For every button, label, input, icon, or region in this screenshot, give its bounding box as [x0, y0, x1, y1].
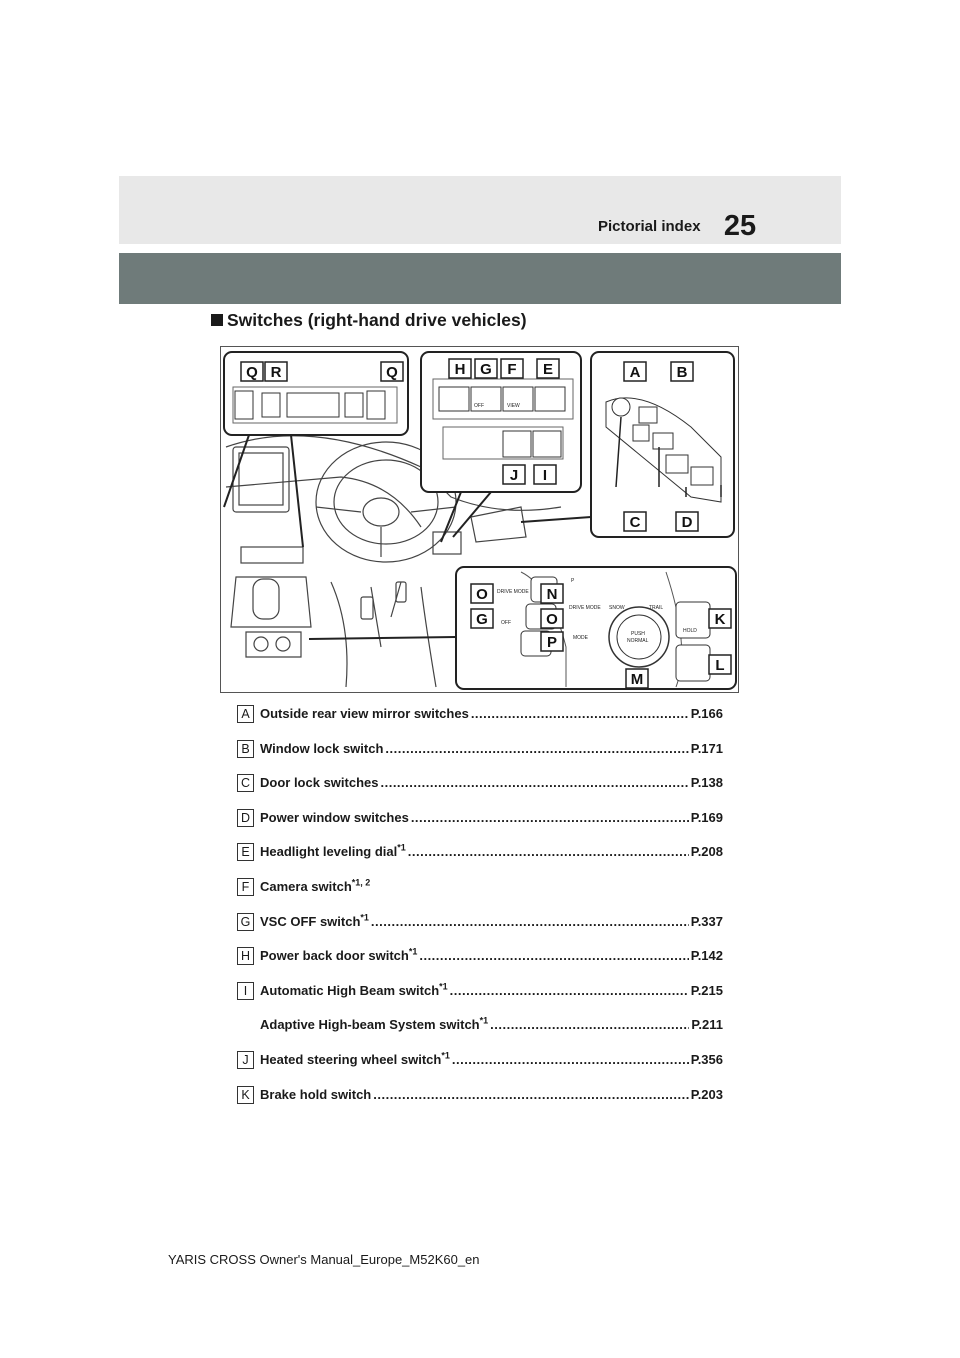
callout-letter: J [509, 467, 519, 484]
park-text: P [571, 578, 575, 584]
item-letter-badge: G [237, 913, 254, 931]
drive-mode-text-1: DRIVE MODE [497, 589, 529, 595]
leader-dots [452, 1052, 689, 1067]
callout-g [475, 359, 497, 378]
item-page-ref[interactable]: P.215 [690, 982, 723, 998]
item-label: Power back door switch [260, 948, 409, 964]
item-page-ref[interactable]: P.142 [690, 948, 723, 964]
callout-letter: O [546, 611, 558, 628]
section-title: Pictorial index [598, 218, 701, 235]
item-page-ref[interactable]: P.166 [690, 706, 723, 721]
callout-letter: L [715, 657, 725, 674]
item-letter-badge: H [237, 947, 254, 965]
off-text-2: OFF [501, 620, 511, 626]
callout-letter: C [629, 514, 641, 531]
list-item [237, 982, 723, 1017]
list-item [237, 878, 723, 913]
callout-letter: G [480, 361, 492, 378]
item-footnote: *1 [441, 1050, 450, 1061]
trail-text: TRAIL [649, 605, 664, 611]
callout-letter: R [270, 364, 282, 381]
callout-l [709, 655, 731, 674]
list-item [237, 809, 723, 844]
square-bullet-icon [211, 314, 223, 326]
item-letter-badge: K [237, 1086, 254, 1104]
item-label: Headlight leveling dial [260, 844, 398, 860]
callout-k [709, 609, 731, 628]
item-letter-badge: C [237, 774, 254, 792]
item-page-ref[interactable]: P.208 [690, 844, 723, 860]
list-item [237, 913, 723, 948]
item-label: Window lock switch [260, 740, 384, 756]
push-text: PUSH [631, 631, 645, 637]
callout-m [626, 669, 648, 688]
view-text: VIEW [507, 403, 520, 409]
callout-f [501, 359, 523, 378]
switch-list [237, 705, 723, 1120]
footer-text: YARIS CROSS Owner's Manual_Europe_M52K60_en [168, 1252, 480, 1267]
leader-dots [411, 810, 689, 825]
callout-e [537, 359, 559, 378]
list-item [237, 843, 723, 878]
item-footnote: *1 [408, 946, 418, 957]
item-label: Power window switches [260, 809, 409, 825]
callout-q [241, 362, 263, 381]
leader-dots [385, 741, 688, 756]
callout-p [541, 632, 563, 651]
item-label: Door lock switches [260, 775, 379, 791]
ev-mode-text: MODE [573, 635, 588, 641]
leader-dots [450, 983, 689, 998]
vsc-off-text: OFF [474, 403, 484, 409]
list-item [237, 1016, 723, 1051]
callout-letter: O [476, 586, 488, 603]
callout-letter: M [630, 671, 644, 688]
console-inset [309, 567, 736, 689]
item-footnote: *1 [439, 981, 448, 992]
item-label: Heated steering wheel switch [260, 1051, 442, 1067]
center-inset [421, 352, 581, 542]
callout-letter: H [454, 361, 466, 378]
list-item [237, 705, 723, 740]
callout-o [541, 609, 563, 628]
callout-letter: N [546, 586, 558, 603]
subheading: Switches (right-hand drive vehicles) [211, 310, 527, 331]
callout-i [534, 465, 556, 484]
hold-text: HOLD [683, 628, 697, 634]
item-page-ref[interactable]: P.138 [690, 775, 723, 791]
callout-c [624, 512, 646, 531]
item-footnote: *1 [479, 1016, 489, 1027]
item-letter-badge: F [237, 878, 254, 896]
item-page-ref[interactable]: P.171 [690, 740, 723, 756]
callout-letter: K [714, 611, 726, 628]
leader-dots [373, 1087, 688, 1102]
item-letter-badge: I [237, 982, 254, 1000]
leader-dots [408, 844, 689, 859]
snow-text: SNOW [609, 605, 625, 611]
leader-dots [371, 914, 689, 929]
callout-j [503, 465, 525, 484]
dashboard-drawing [221, 347, 738, 692]
callout-letter: Q [386, 364, 398, 381]
callout-n [541, 584, 563, 603]
callout-a [624, 362, 646, 381]
item-footnote: *1 [360, 912, 369, 923]
callout-letter: E [542, 361, 554, 378]
header-dark-band [119, 253, 841, 304]
item-page-ref[interactable]: P.211 [691, 1017, 723, 1033]
item-label: Automatic High Beam switch [260, 982, 440, 998]
item-footnote: *1 [397, 843, 406, 854]
item-page-ref[interactable]: P.356 [690, 1051, 723, 1067]
normal-text: NORMAL [627, 638, 649, 644]
callout-b [671, 362, 693, 381]
item-letter-badge: B [237, 740, 254, 758]
list-item [237, 1051, 723, 1086]
callout-r [265, 362, 287, 381]
item-letter-badge: D [237, 809, 254, 827]
list-item [237, 740, 723, 775]
item-letter-badge: A [237, 705, 254, 723]
callout-letter: F [507, 361, 517, 378]
item-letter-badge: E [237, 843, 254, 861]
item-footnote: *1, 2 [351, 877, 371, 888]
item-page-ref[interactable]: P.169 [690, 809, 723, 825]
item-page-ref[interactable]: P.203 [690, 1086, 723, 1102]
item-label: Camera switch [260, 878, 352, 894]
leader-dots [380, 775, 688, 790]
callout-letter: G [476, 611, 488, 628]
item-page-ref[interactable]: P.337 [690, 913, 723, 929]
callout-q [381, 362, 403, 381]
item-label: Outside rear view mirror switches [260, 706, 469, 721]
leader-dots [490, 1017, 689, 1032]
callout-letter: D [681, 514, 693, 531]
callout-letter: I [542, 467, 548, 484]
item-letter-badge: J [237, 1051, 254, 1069]
drive-mode-text-2: DRIVE MODE [569, 605, 601, 611]
list-item [237, 774, 723, 809]
callout-d [676, 512, 698, 531]
callout-g [471, 609, 493, 628]
list-item [237, 1086, 723, 1121]
callout-letter: P [546, 634, 558, 651]
leader-dots [419, 948, 688, 963]
item-label: Brake hold switch [260, 1086, 372, 1102]
list-item [237, 947, 723, 982]
item-label: Adaptive High-beam System switch [260, 1017, 480, 1033]
callout-o [471, 584, 493, 603]
callout-letter: A [629, 364, 641, 381]
callout-letter: Q [246, 364, 258, 381]
callout-letter: B [676, 364, 688, 381]
page-number: 25 [723, 210, 757, 242]
switches-illustration [220, 346, 739, 693]
callout-h [449, 359, 471, 378]
leader-dots [471, 706, 689, 721]
item-label: VSC OFF switch [260, 913, 361, 929]
